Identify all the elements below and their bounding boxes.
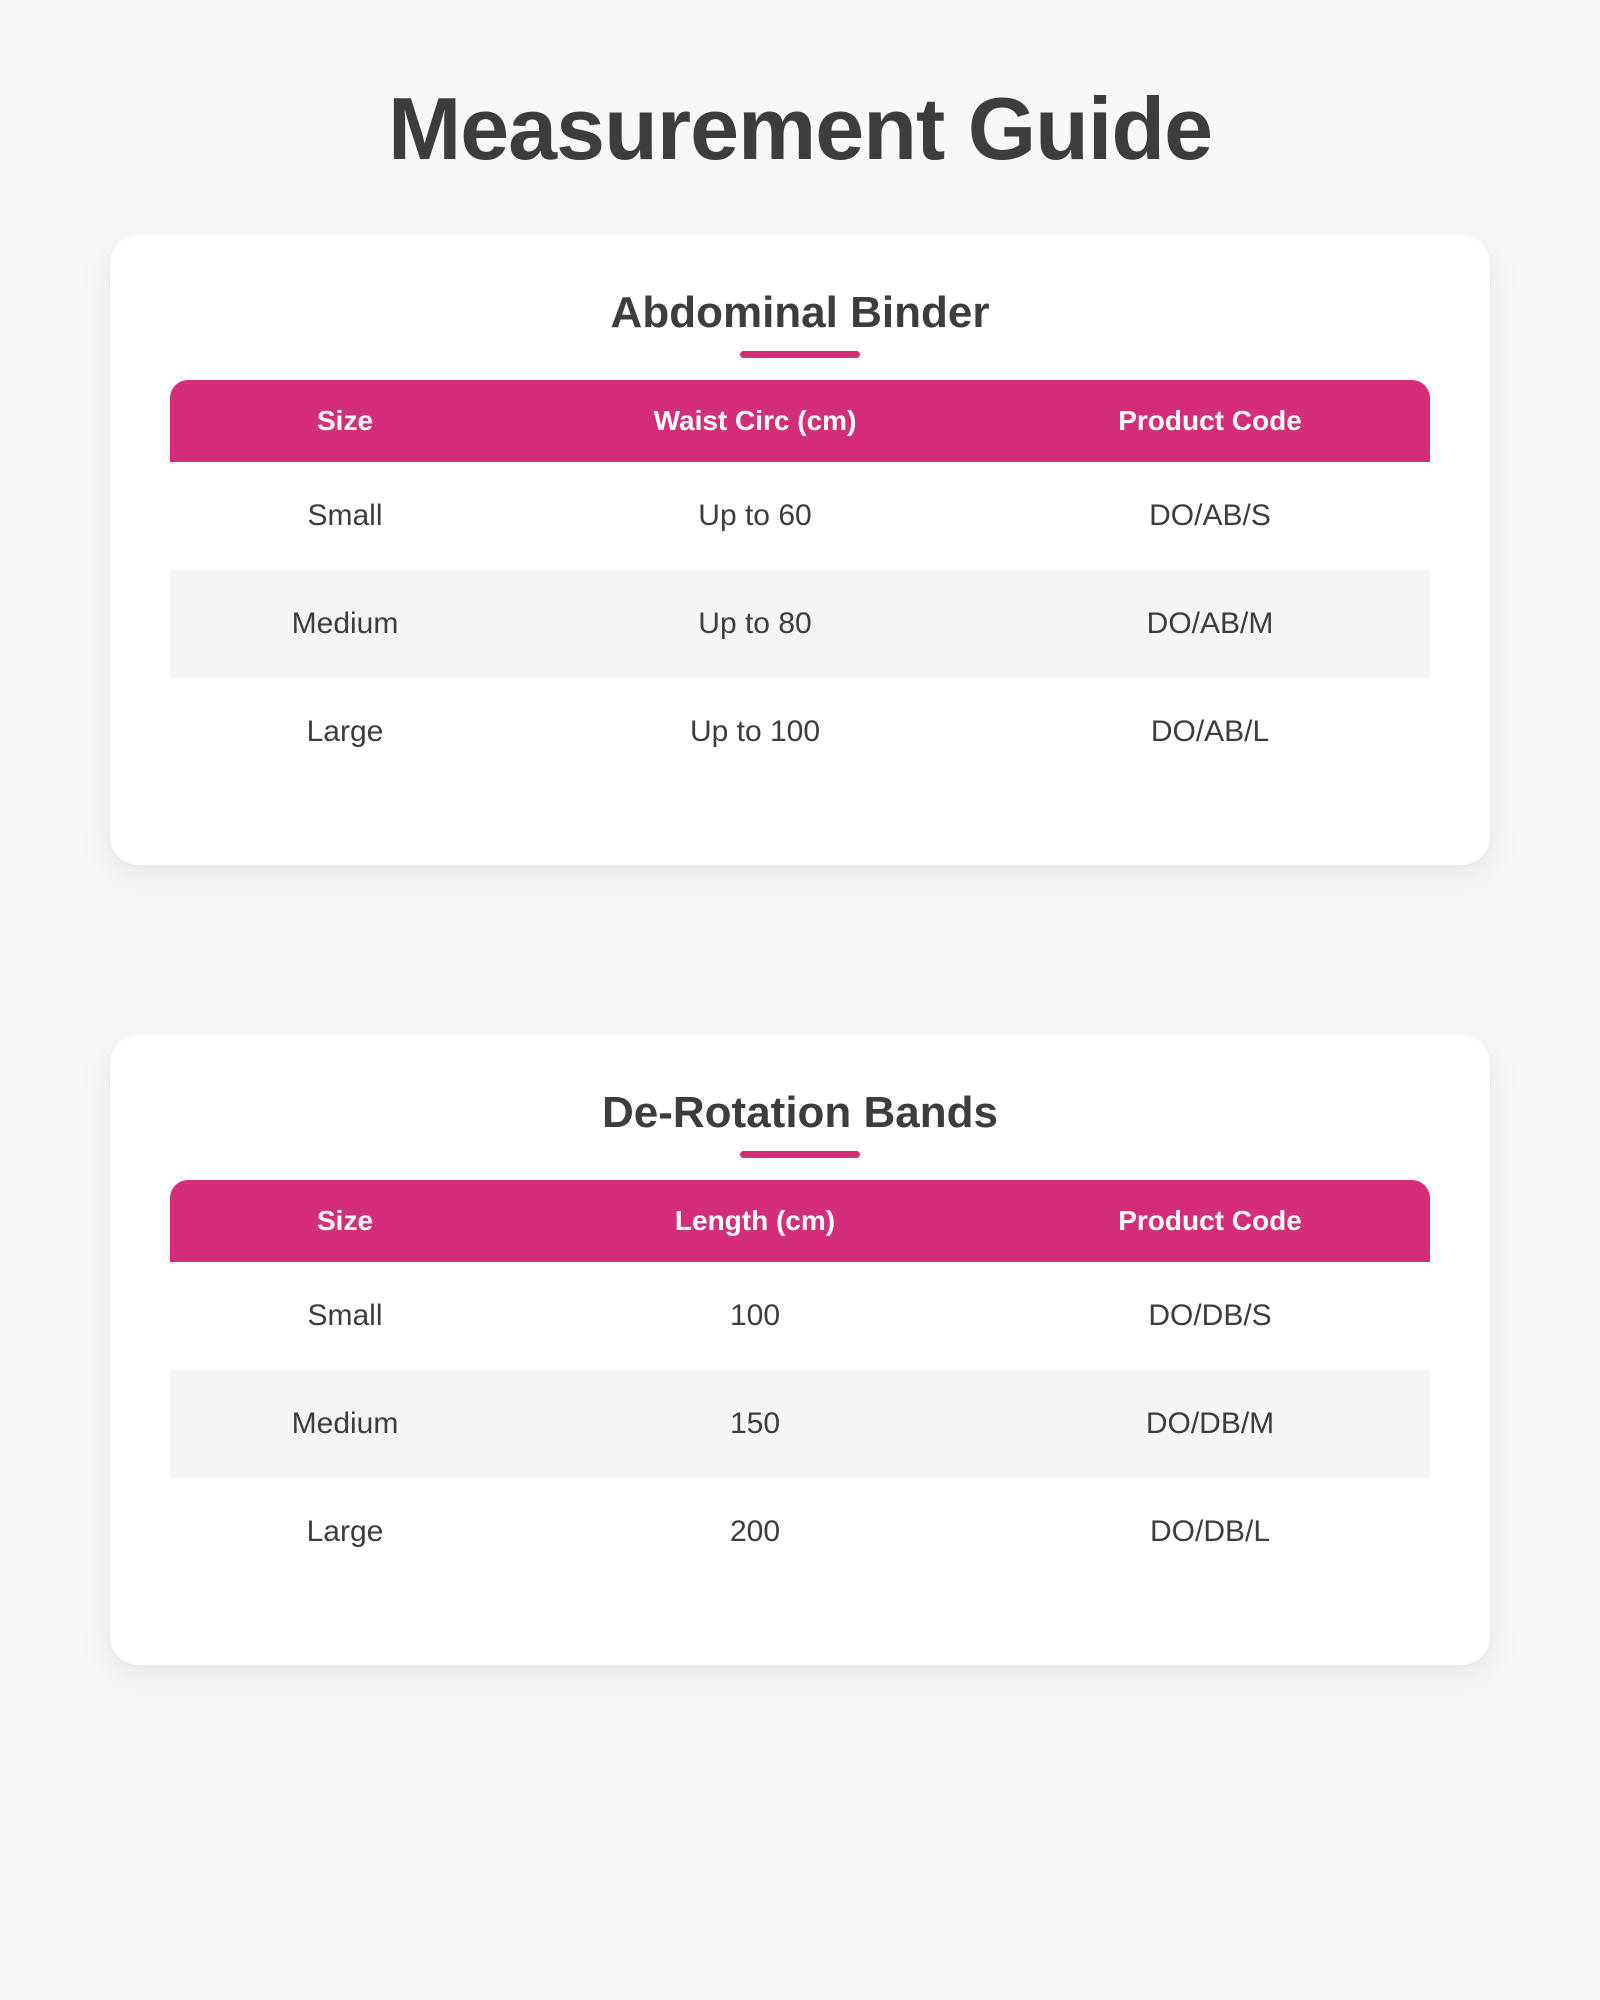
cell-size: Small — [307, 499, 383, 532]
table-header — [170, 1180, 1430, 1262]
cell-size: Medium — [291, 1407, 399, 1440]
card-title: Abdominal Binder — [610, 288, 990, 337]
header-product-code: Product Code — [1118, 1205, 1302, 1236]
size-table — [170, 1180, 1430, 1586]
header-size: Size — [316, 405, 374, 436]
table-row — [170, 1478, 1430, 1586]
cell-product-code: DO/DB/M — [1145, 1407, 1275, 1440]
table-row — [170, 570, 1430, 678]
header-size: Size — [316, 1205, 374, 1236]
table-row — [170, 462, 1430, 570]
cell-size: Large — [306, 1515, 384, 1548]
cell-product-code: DO/DB/L — [1149, 1515, 1271, 1548]
header-product-code: Product Code — [1118, 405, 1302, 436]
cell-product-code: DO/AB/S — [1149, 499, 1271, 532]
table-row — [170, 1370, 1430, 1478]
cell-measurement: 150 — [729, 1407, 781, 1440]
de-rotation-bands-card — [110, 1035, 1490, 1665]
cell-size: Large — [306, 715, 384, 748]
size-table — [170, 380, 1430, 786]
table-header — [170, 380, 1430, 462]
cell-product-code: DO/AB/L — [1150, 715, 1270, 748]
abdominal-binder-card — [110, 235, 1490, 865]
cell-measurement: Up to 60 — [698, 499, 812, 532]
cell-measurement: 100 — [729, 1299, 781, 1332]
header-measurement: Waist Circ (cm) — [653, 405, 857, 436]
table-row — [170, 1262, 1430, 1370]
header-measurement: Length (cm) — [674, 1205, 836, 1236]
cell-measurement: 200 — [729, 1515, 781, 1548]
card-title: De-Rotation Bands — [602, 1088, 998, 1137]
cell-size: Small — [307, 1299, 383, 1332]
table-row — [170, 678, 1430, 786]
cell-product-code: DO/DB/S — [1148, 1299, 1272, 1332]
title-underline — [740, 1151, 860, 1158]
cell-product-code: DO/AB/M — [1146, 607, 1274, 640]
page-title: Measurement Guide — [387, 79, 1213, 178]
cell-measurement: Up to 100 — [689, 715, 821, 748]
title-underline — [740, 351, 860, 358]
cell-size: Medium — [291, 607, 399, 640]
cell-measurement: Up to 80 — [698, 607, 812, 640]
